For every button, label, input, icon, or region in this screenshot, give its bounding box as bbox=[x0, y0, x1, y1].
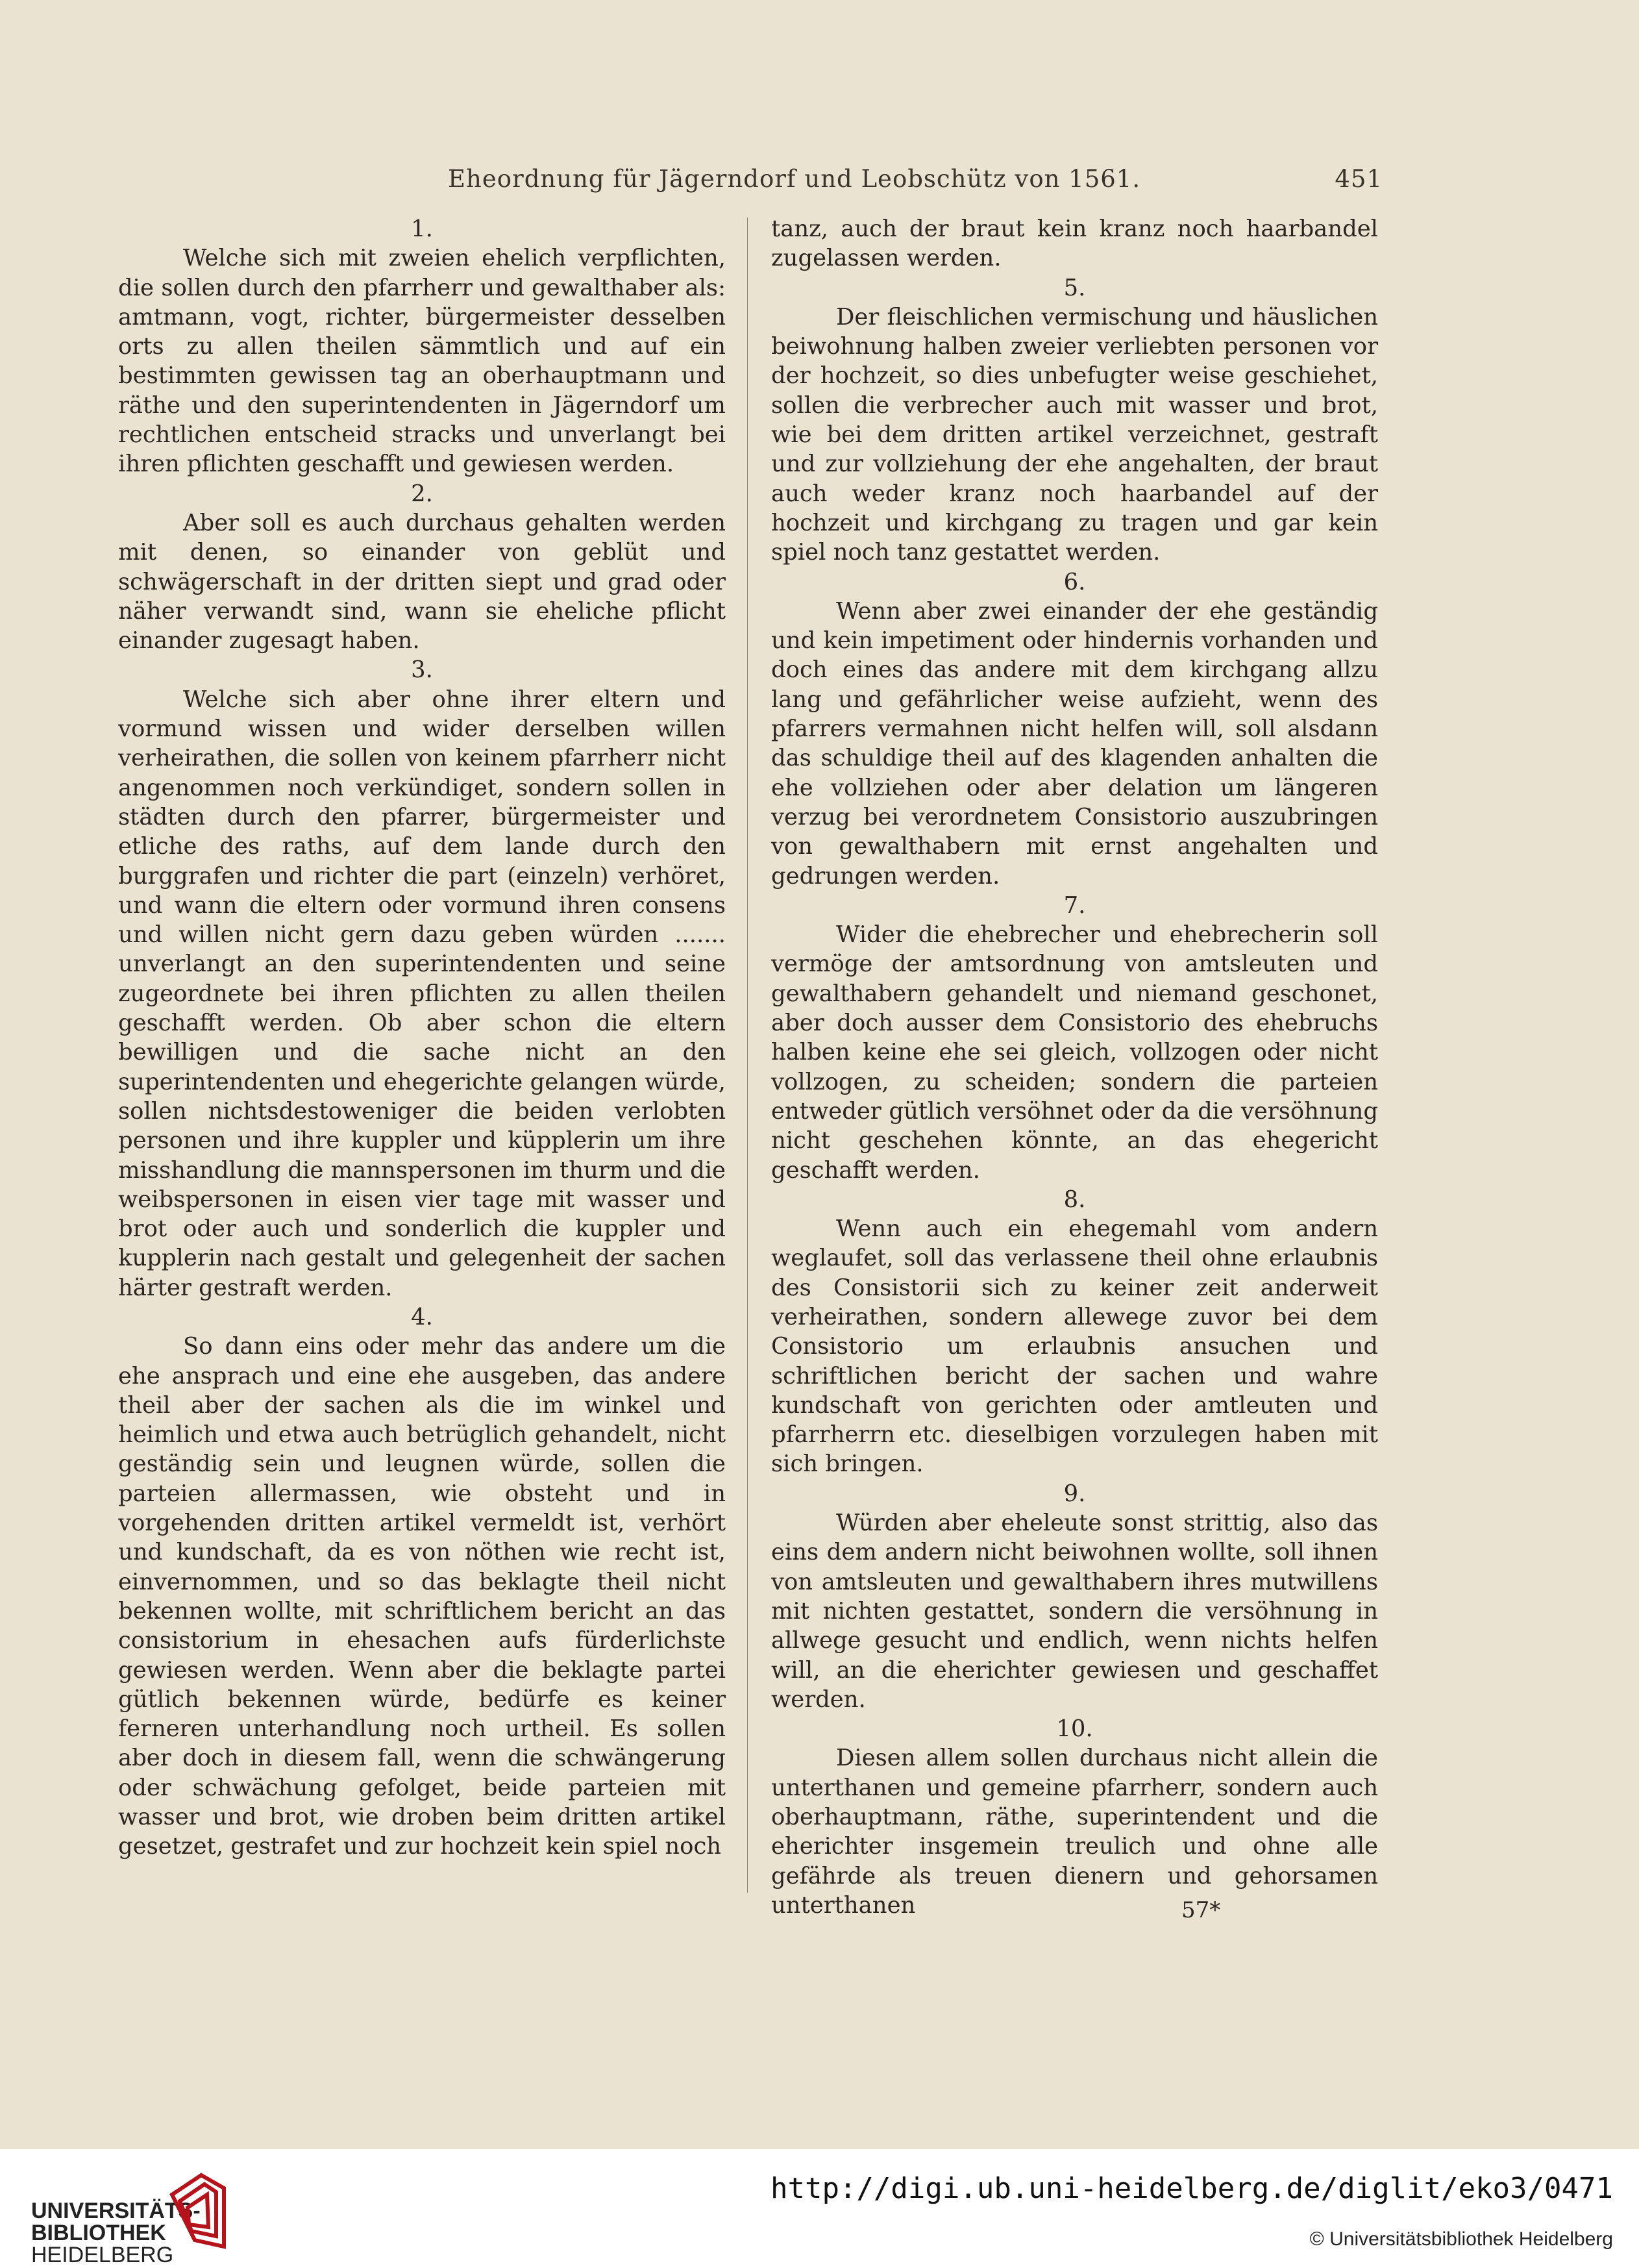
section-text: Der fleischlichen vermischung und häuslichen beiwohnung halben zweier verliebten personen vor der hochzeit, so dies unbefugter weise geschiehet, sollen die verbrecher auch mit wasser und brot, wie bei dem dritten artikel verzeichnet, gestraft und zur vollziehung der ehe angehalten, der braut auch weder kranz noch haarbandel auf der hochzeit und kirchgang zu tragen und gar kein spiel noch tanz gestattet werden. bbox=[771, 303, 1378, 566]
right-column bbox=[771, 214, 1378, 1920]
column-divider bbox=[747, 218, 748, 1893]
section-text: So dann eins oder mehr das andere um die ehe ansprach und eine ehe ausgeben, das andere theil aber der sachen als die im winkel und heimlich und etwa auch betrüglich gehandelt, nicht geständig sein und leugnen würde, sollen die parteien allermassen, wie obsteht und in vorgehenden dritten artikel vermeldt ist, verhört und kundschaft, da es von nöthen wie recht ist, einvernommen, und so das beklagte theil nicht bekennen wollte, mit schriftlichem bericht an das consistorium in ehesachen aufs fürderlichste gewiesen werden. Wenn aber die beklagte partei gütlich bekennen würde, bedürfe es keiner ferneren unterhandlung noch urtheil. Es sollen aber doch in diesem fall, wenn die schwängerung oder schwächung gefolget, beide parteien mit wasser und brot, wie droben beim dritten artikel gesetzet, gestrafet und zur hochzeit kein spiel noch bbox=[118, 1333, 726, 1860]
logo-line: UNIVERSITÄTS- bbox=[31, 2199, 201, 2223]
section-number: 6. bbox=[1063, 568, 1086, 595]
section-text: Wenn auch ein ehegemahl vom andern weglaufet, soll das verlassene theil ohne erlaubnis des Consistorii sich zu keiner zeit anderweit verheirathen, sondern allewege zuvor bei dem Consistorio um erlaubnis ansuchen und schriftlichen bericht der sachen und wahre kundschaft von gerichten oder amtleuten und pfarrherrn etc. dieselbigen vorzulegen haben mit sich bringen. bbox=[771, 1215, 1378, 1478]
section-text: Diesen allem sollen durchaus nicht allein die unterthanen und gemeine pfarrherr, sondern auch oberhauptmann, räthe, superintendent und die eherichter insgemein treulich und ohne alle gefährde als treuen dienern und gehorsamen unterthanen bbox=[771, 1745, 1378, 1919]
running-header bbox=[448, 165, 1383, 204]
section-text: Wenn aber zwei einander der ehe geständig und kein impetiment oder hindernis vorhanden und doch eines das andere mit dem kirchgang allzu lang und gefährlicher weise aufzieht, wenn des pfarrers vermahnen nicht helfen will, soll alsdann das schuldige theil auf des klagenden anhalten die ehe vollziehen oder aber delation um längeren verzug bei verordnetem Consistorio auszubringen von gewalthabern mit ernst angehalten und gedrungen werden. bbox=[771, 597, 1378, 890]
header-title: Eheordnung für Jägerndorf und Leobschütz von 1561. bbox=[448, 165, 1141, 193]
section-text: Welche sich mit zweien ehelich verpflichten, die sollen durch den pfarrherr und gewalthaber als: amtmann, vogt, richter, bürgermeister desselben orts zu allen theilen sämmtlich und auf ein bestimmten gewissen tag an oberhauptmann und räthe und den superintendenten in Jägerndorf um rechtlichen entscheid stracks und unverlangt bei ihren pflichten geschafft und gewiesen werden. bbox=[118, 245, 726, 478]
left-column bbox=[118, 214, 726, 1862]
section-number: 5. bbox=[1063, 274, 1086, 301]
copyright-notice: © Universitätsbibliothek Heidelberg bbox=[1309, 2228, 1613, 2250]
section-text: tanz, auch der braut kein kranz noch haarbandel zugelassen werden. bbox=[771, 216, 1378, 272]
section-number: 7. bbox=[1063, 891, 1086, 919]
library-logo-icon bbox=[166, 2169, 230, 2253]
signature-mark: 57* bbox=[1181, 1897, 1221, 1923]
source-url-link[interactable]: http://digi.ub.uni-heidelberg.de/diglit/eko3/0471 bbox=[770, 2172, 1613, 2205]
section-number: 9. bbox=[1063, 1480, 1086, 1507]
section-number: 8. bbox=[1063, 1186, 1086, 1213]
section-text: Wider die ehebrecher und ehebrecherin soll vermöge der amtsordnung von amtsleuten und gewalthabern gehandelt und niemand geschonet, aber doch ausser dem Consistorio des ehebruchs halben keine ehe sei gleich, vollzogen oder nicht vollzogen, zu scheiden; sondern die parteien entweder gütlich versöhnet oder da die versöhnung nicht geschehen könnte, an das ehegericht geschafft werden. bbox=[771, 921, 1378, 1184]
section-number: 10. bbox=[1056, 1715, 1093, 1743]
section-number: 2. bbox=[411, 480, 433, 507]
logo-line: HEIDELBERG bbox=[31, 2243, 174, 2267]
section-text: Würden aber eheleute sonst strittig, also das eins dem andern nicht beiwohnen wollte, soll ihnen von amtsleuten und gewalthabern ihres mutwillens mit nichten gestattet, sondern die versöhnung in allwege gesucht und endlich, wenn nichts helfen will, an die eherichter gewiesen und geschaffet werden. bbox=[771, 1510, 1378, 1713]
page-number: 451 bbox=[1335, 165, 1383, 193]
section-number: 4. bbox=[411, 1303, 433, 1330]
section-text: Welche sich aber ohne ihrer eltern und vormund wissen und wider derselben willen verheirathen, die sollen von keinem pfarrherr nicht angenommen noch verkündiget, sondern sollen in städten durch den pfarrer, bürgermeister und etliche des raths, auf dem lande durch den burggrafen und richter die part (einzeln) verhöret, und wann die eltern oder vormund ihren consens und willen nicht gern dazu geben würden ....... unverlangt an den superintendenten und seine zugeordnete bei ihren pflichten zu allen theilen geschafft werden. Ob aber schon die eltern bewilligen und die sache nicht an den superintendenten und ehegerichte gelangen würde, sollen nichtsdestoweniger die beiden verlobten personen und ihre kuppler und küpplerin um ihre misshandlung die mannspersonen im thurm und die weibspersonen in eisen vier tage mit wasser und brot oder auch und sonderlich die kuppler und kupplerin nach gestalt und gelegenheit der sachen härter gestraft werden. bbox=[118, 686, 726, 1301]
section-text: Aber soll es auch durchaus gehalten werden mit denen, so einander von geblüt und schwägerschaft in der dritten siept und grad oder näher verwandt sind, wann sie eheliche pflicht einander zugesagt haben. bbox=[118, 509, 726, 654]
logo-line: BIBLIOTHEK bbox=[31, 2221, 166, 2245]
section-number: 3. bbox=[411, 656, 433, 684]
section-number: 1. bbox=[411, 216, 433, 242]
